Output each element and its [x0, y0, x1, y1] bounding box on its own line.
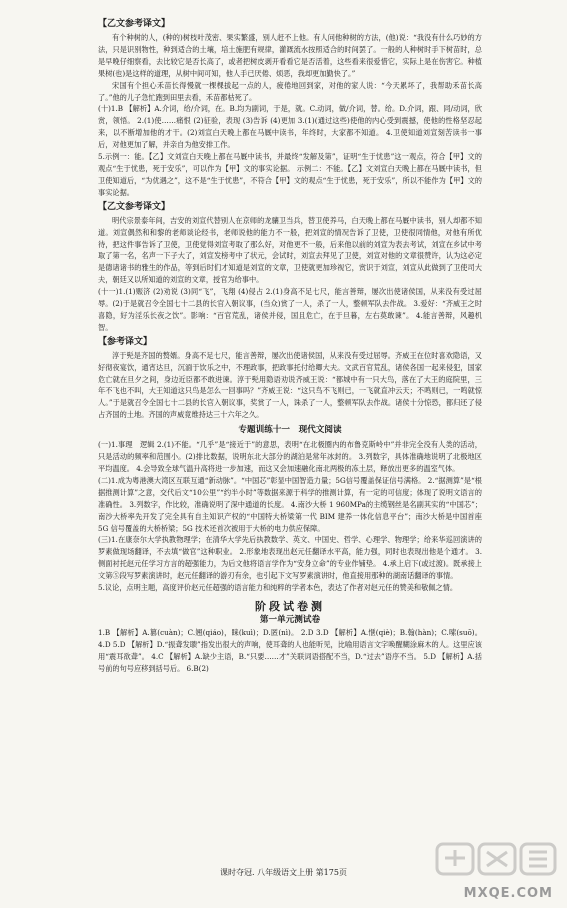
- answer-item: 1.B 【解析】A.篡(cuàn)；C.翘(qiáo)，睐(kuì)；D.匿(nì)。 2.D 3.D 【解析】A.惬(qiè)；B.翰(hàn)；C.嗦(suō)。 4.D 5.D 【解析】D.“振聋发聩”指发出很大的声响，使耳聋的人也能听见，比喻用语言文字唤醒糊涂麻木的人。这里应该用“震耳欲聋”。 4.C 【解析】A.缺少主语，B.“只要……才”关联词语搭配不当，D.“过去”语序不当。 5.D 【解析】A.括号前的句号应移到括号后。 6.B(2): [98, 627, 482, 673]
- translation-paragraph: 宋国有个担心禾苗长得慢就一棵棵拔起一点的人，疲倦地回到家，对他的家人说：“今天累坏了，我帮助禾苗长高了。”他的儿子急忙跑到田里去看，禾苗都枯死了。: [98, 80, 482, 102]
- topic-heading: 专题训练十一 现代文阅读: [238, 425, 342, 436]
- answer-item: (三)1.在康奈尔大学执教物理学；在清华大学先后执教数学、英文、中国史、哲学、心理学、物理学；给来华巡回演讲的罗素做现场翻译，不去填“做官”这种职业。 2.形象地表现出赵元任翻译水平高，能力强，同时也表现出他是个通才。 3.侧面衬托赵元任学习方言的超强能力，为后文他将语言学作为“安身立命”的专业作铺垫。 4.承上启下(或过渡)。既承接上文第⑤段写罗素演讲时，赵元任翻译的游刃有余，也引起下文写罗素演讲时，他直接用那种的湖南话翻译的事情。: [98, 535, 482, 581]
- translation-paragraph: 淳于髡是齐国的赘婿。身高不足七尺，能言善辩，屡次出使诸侯国，从来没有受过屈辱。齐威王在位时喜欢隐语，又好彻夜宴饮，通宵达旦，沉湎于饮乐之中，不理政事，把政事托付给卿大夫。文武百官荒乱，诸侯各国一起来侵犯，国家危亡就在旦夕之间，身边近臣都不敢进谏。淳于髡用隐语劝说齐威王说：“都城中有一只大鸟，落在了大王的庭院里，三年不飞也不叫，大王知道这只鸟是怎么一回事吗？”齐威王说：“这只鸟不飞则已，一飞就直冲云天；不鸣则已，一鸣就惊人。”于是就召令全国七十二县的长官入朝议事，奖赏了一人，诛杀了一人，整顿军队去作战。诸侯十分惊恐，都归还了侵占齐国的土地。齐国的声威竟维持达三十六年之久。: [98, 350, 482, 420]
- test-heading: 第一单元测试卷: [259, 614, 321, 625]
- answer-item: (十一)1.(1)赈济 (2)劝说 (3)同“飞”，飞翔 (4)侵占 2.(1)身高不足七尺，能言善辩，屡次出使诸侯国，从来没有受过屈辱。(2)于是就召令全国七十二县的长官入朝议事，(当众)赏了一人，杀了一人，整顿军队去作战。 3.爱好：“齐威王之时喜隐，好为淫乐长夜之饮”。影响：“百官荒乱，诸侯并侵，国且危亡，在于旦暮，左右莫敢谏”。 4.能言善辩，风趣机智。: [98, 287, 482, 332]
- stage-heading: 阶段试卷测: [255, 599, 325, 613]
- watermark-text: MXQE.COM: [463, 886, 553, 901]
- answer-item: (二)1.成为粤港澳大湾区互联互通“新动脉”。“中国芯”彰显中国智造力量；5G信号覆盖保证信号满格。 2.“据测算”是“根据推测计算”之意，交代后文“10公里”“约半小时”等数据来源于科学的推测计算，有一定的可信度；体现了说明文语言的准确性。 3.列数字，作比较，准确说明了深中通道的长度。 4.南沙大桥 1 960MPa的主缆钢丝是名副其实的“中国芯”；南沙大桥率先开发了完全具有自主知识产权的“中国特大桥梁第一代 BIM 建养一体化信息平台”；南沙大桥是中国首座 5G 信号覆盖的大桥桥梁；5G 技术还首次被用于大桥的电力供应保障。: [98, 475, 482, 533]
- answer-item: 5.示例一：能。【乙】文刘宣白天晚上都在马厩中读书，并最终“发解及第”，证明“生于忧患”这一观点，符合【甲】文的观点“生于忧患，死于安乐”，可以作为【甲】文的事实论据。 示例二：不能。【乙】文刘宣白天晚上都在马厩中读书，但卫使知道后，“为优遇之”，这不是“生于忧患”，不符合【甲】文的观点“生于忧患，死于安乐”，所以不能作为【甲】文的事实论据。: [98, 152, 482, 197]
- answer-item: 5.议论，点明主题，高度评价赵元任超强的语言能力和纯粹的学者本色，表达了作者对赵元任的赞美和敬佩之情。: [98, 583, 458, 593]
- translation-paragraph: 明代宗景泰年间，吉安的刘宣代替别人在京师的龙骧卫当兵，替卫使养马，白天晚上都在马厩中读书，别人却都不知道。刘宣偶然和和黎的老师谈论经书，老师说他的能力不一般，把刘宣的情况告诉了卫使，卫使很同情他，对他有所优待，把这件事告诉了卫使，卫使觉得刘宣考取了那么好，对他更不一般，后来他以前的刘宣为表去考试，刘宣在乡试中考取了第一名，名声一下子大了，刘宣发榜考中了状元，会试时，刘宣去拜见了卫使，刘宣对他的文章很赞许，认为这必定是德诸诸书的雅生的作品，等到后时们才知道是刘宣的文章，卫使就更加珍视它，赏识于刘宣，刘宣从此做到了卫使司大夫，朝廷又以所知道的刘宣的文章，授官为给事中。: [98, 215, 482, 285]
- answer-item: (十)1.B 【解析】A.介词，给/介词，在。B.均为副词，于是，就。C.动词，做/介词，替。给。D.介词，跟、同/动词，欣赏，领悟。 2.(1)使……痛恨 (2)征验，表现 (3)告诉 (4)更加 3.(1)(通过这些)使他的内心受到震撼，使他的性格坚忍起来，以不断增加他的才干。(2)刘宣白天晚上都在马厩中读书，年终时，大家都不知道。 4.卫使知道刘宣刻苦读书一事后，对他更加了解，并亲自为他安排工作。: [98, 104, 482, 150]
- section-heading: 【乙文参考译文】: [98, 19, 171, 29]
- answer-item: (一)1.事理 逻辑 2.(1)不能。“几乎”是“接近于”的意思，表明“在北极圈内的布鲁克斯岭中”并非完全没有人类的活动，只是活动的频率和范围小。(2)排比数据，说明东北大部分的湖泊是常年冰封的。 3.列数字，具体准确地说明了北极地区平均温度。 4.会导致全球气温升高将进一步加速，而这又会加速融化南北两极的冻土层，释放出更多的温室气体。: [98, 440, 482, 473]
- answer-column: [98, 16, 482, 675]
- section-heading: 【参考译文】: [98, 336, 153, 347]
- translation-paragraph: 有个种树的人，(种的)树枝叶茂密、果实繁盛，别人赶不上他。有人问他种树的方法，(他)说：“我没有什么巧妙的方法，只是识别物性，种到适合的土壤，培土施肥有规律，灌溉流水按照适合的时间罢了。一般的人种树时手下树苗时，总是早晚仔细察看，去比较它是否长高了，或者把树皮剥开看看它是否活着，这些看来很爱惜它，实际上是在伤害它。种植果树(也)是这样的道理，从树中间可知，他人手已厌倦、烦恶，我却更加勤快了。”: [98, 33, 482, 78]
- page-footer: 课时夺冠. 八年级语文上册 第175页: [220, 868, 347, 877]
- section-heading: 【乙文参考译文】: [98, 201, 171, 212]
